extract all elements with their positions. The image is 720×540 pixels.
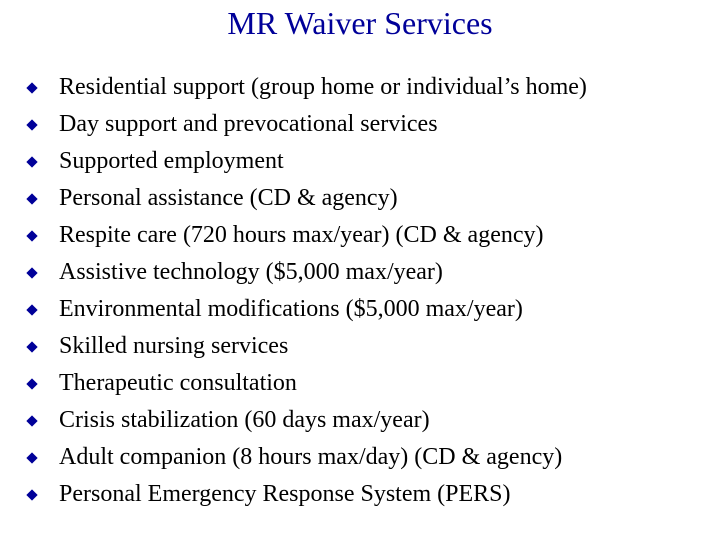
slide-title: MR Waiver Services (227, 5, 493, 41)
diamond-bullet-icon (26, 193, 37, 204)
list-item-text: Residential support (group home or individual’s home) (59, 74, 587, 100)
list-item (26, 217, 587, 254)
diamond-bullet-icon (26, 489, 37, 500)
list-item (26, 69, 587, 106)
diamond-bullet-icon (26, 82, 37, 93)
list-item (26, 254, 587, 291)
list-item (26, 180, 587, 217)
diamond-bullet-icon (26, 415, 37, 426)
list-item-text: Personal Emergency Response System (PERS) (59, 481, 511, 507)
list-item (26, 143, 587, 180)
list-item-text: Environmental modifications ($5,000 max/year) (59, 296, 523, 322)
diamond-bullet-icon (26, 341, 37, 352)
list-item-text: Skilled nursing services (59, 333, 289, 359)
list-item (26, 365, 587, 402)
diamond-bullet-icon (26, 452, 37, 463)
diamond-bullet-icon (26, 156, 37, 167)
list-item-text: Supported employment (59, 148, 284, 174)
list-item-text: Adult companion (8 hours max/day) (CD & agency) (59, 444, 563, 470)
diamond-bullet-icon (26, 230, 37, 241)
bullet-list (26, 69, 587, 513)
list-item (26, 439, 587, 476)
list-item-text: Personal assistance (CD & agency) (59, 185, 398, 211)
list-item (26, 291, 587, 328)
diamond-bullet-icon (26, 378, 37, 389)
list-item-text: Respite care (720 hours max/year) (CD & agency) (59, 222, 544, 248)
diamond-bullet-icon (26, 304, 37, 315)
list-item-text: Therapeutic consultation (59, 370, 297, 396)
list-item-text: Assistive technology ($5,000 max/year) (59, 259, 443, 285)
diamond-bullet-icon (26, 119, 37, 130)
diamond-bullet-icon (26, 267, 37, 278)
list-item-text: Day support and prevocational services (59, 111, 438, 137)
list-item (26, 476, 587, 513)
list-item (26, 328, 587, 365)
list-item-text: Crisis stabilization (60 days max/year) (59, 407, 430, 433)
list-item (26, 106, 587, 143)
list-item (26, 402, 587, 439)
